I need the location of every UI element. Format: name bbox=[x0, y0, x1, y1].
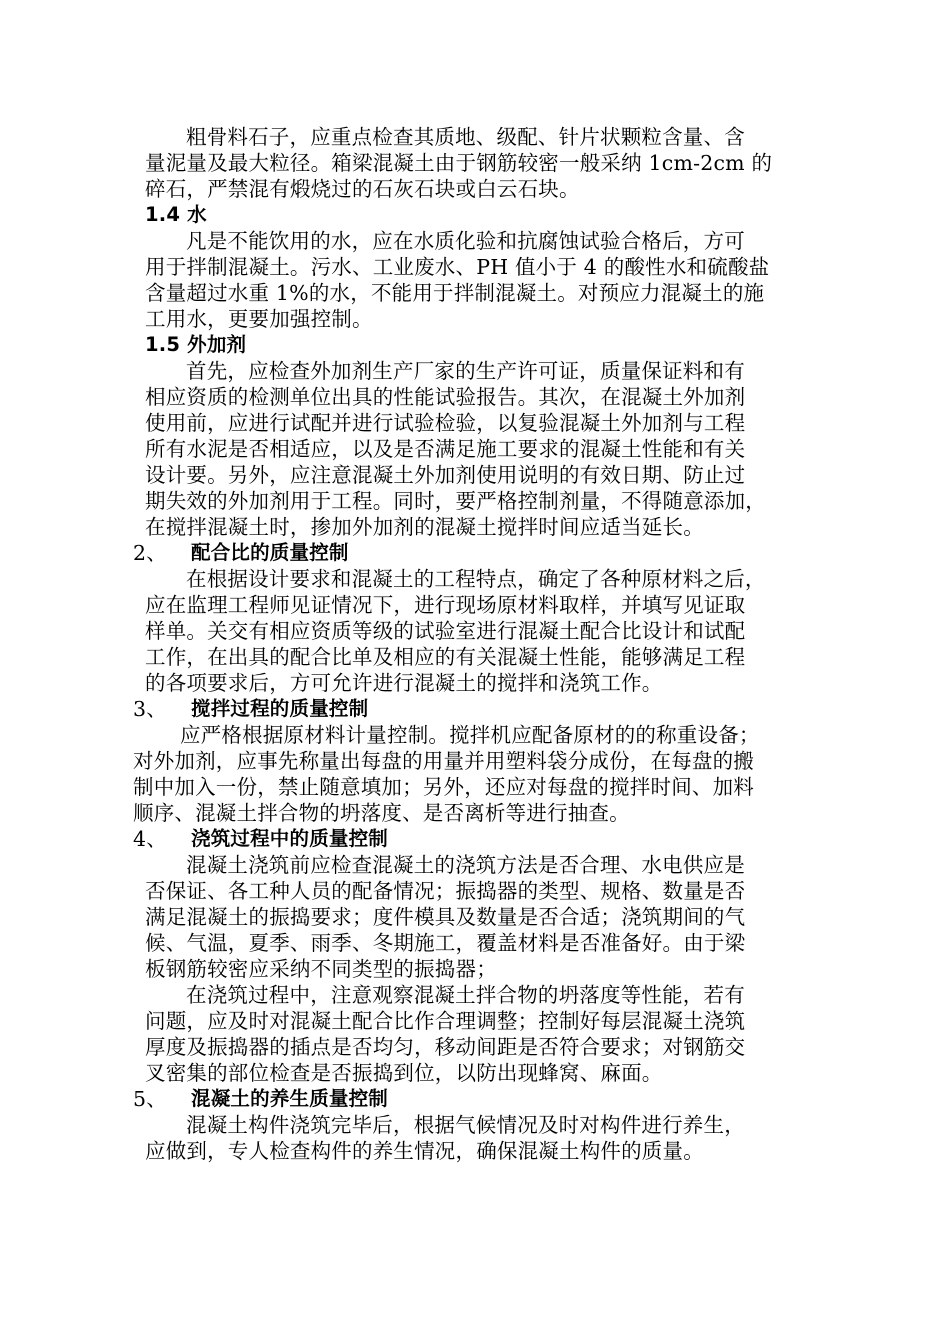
paragraph-line: 应严格根据原材料计量控制。搅拌机应配备原材的的称重设备； bbox=[180, 723, 760, 747]
section-heading-4: 浇筑过程中的质量控制 bbox=[191, 827, 389, 850]
paragraph-line: 设计要。另外，应注意混凝土外加剂使用说明的有效日期、防止过 bbox=[145, 463, 746, 487]
paragraph-line: 混凝土构件浇筑完毕后，根据气候情况及时对构件进行养生， bbox=[186, 1113, 745, 1137]
section-number-5: 5、 bbox=[133, 1087, 167, 1111]
paragraph-line: 含量超过水重 1%的水，不能用于拌制混凝土。对预应力混凝土的施 bbox=[145, 281, 765, 305]
paragraph-line: 候、气温，夏季、雨季、冬期施工，覆盖材料是否准备好。由于梁 bbox=[145, 931, 746, 955]
paragraph-line: 厚度及振捣器的插点是否均匀，移动间距是否符合要求；对钢筋交 bbox=[145, 1035, 746, 1059]
paragraph-line: 用于拌制混凝土。污水、工业废水、PH 值小于 4 的酸性水和硫酸盐 bbox=[145, 255, 770, 279]
paragraph-line: 否保证、各工种人员的配备情况；振捣器的类型、规格、数量是否 bbox=[145, 879, 746, 903]
paragraph-line: 问题，应及时对混凝土配合比作合理调整；控制好每层混凝土浇筑 bbox=[145, 1009, 746, 1033]
paragraph-line: 在浇筑过程中，注意观察混凝土拌合物的坍落度等性能，若有 bbox=[186, 983, 745, 1007]
section-number-2: 2、 bbox=[133, 541, 167, 565]
paragraph-line: 粗骨料石子，应重点检查其质地、级配、针片状颗粒含量、含 bbox=[186, 125, 745, 149]
paragraph-line: 所有水泥是否相适应，以及是否满足施工要求的混凝土性能和有关 bbox=[145, 437, 746, 461]
section-number-3: 3、 bbox=[133, 697, 167, 721]
paragraph-line: 相应资质的检测单位出具的性能试验报告。其次，在混凝土外加剂 bbox=[145, 385, 746, 409]
paragraph-line: 制中加入一份，禁止随意填加；另外，还应对每盘的搅拌时间、加料 bbox=[133, 775, 754, 799]
paragraph-line: 应做到，专人检查构件的养生情况，确保混凝土构件的质量。 bbox=[145, 1139, 704, 1163]
paragraph-line: 应在监理工程师见证情况下，进行现场原材料取样，并填写见证取 bbox=[145, 593, 746, 617]
paragraph-line: 首先，应检查外加剂生产厂家的生产许可证，质量保证料和有 bbox=[186, 359, 745, 383]
paragraph-line: 板钢筋较密应采纳不同类型的振捣器； bbox=[145, 957, 497, 981]
section-heading-1-4: 1.4 水 bbox=[145, 203, 207, 226]
paragraph-line: 的各项要求后，方可允许进行混凝土的搅拌和浇筑工作。 bbox=[145, 671, 663, 695]
paragraph-line: 满足混凝土的振捣要求；度件模具及数量是否合适；浇筑期间的气 bbox=[145, 905, 746, 929]
section-heading-1-5: 1.5 外加剂 bbox=[145, 333, 247, 356]
paragraph-line: 在根据设计要求和混凝土的工程特点，确定了各种原材料之后， bbox=[186, 567, 766, 591]
paragraph-line: 量泥量及最大粒径。箱梁混凝土由于钢筋较密一般采纳 1cm-2cm 的 bbox=[145, 151, 773, 175]
paragraph-line: 凡是不能饮用的水，应在水质化验和抗腐蚀试验合格后，方可 bbox=[186, 229, 745, 253]
paragraph-line: 碎石，严禁混有煅烧过的石灰石块或白云石块。 bbox=[145, 177, 580, 201]
paragraph-line: 期失效的外加剂用于工程。同时，要严格控制剂量，不得随意添加， bbox=[145, 489, 766, 513]
paragraph-line: 工用水，更要加强控制。 bbox=[145, 307, 373, 331]
paragraph-line: 样单。关交有相应资质等级的试验室进行混凝土配合比设计和试配 bbox=[145, 619, 746, 643]
section-heading-3: 搅拌过程的质量控制 bbox=[191, 697, 369, 720]
paragraph-line: 使用前，应进行试配并进行试验检验，以复验混凝土外加剂与工程 bbox=[145, 411, 746, 435]
paragraph-line: 在搅拌混凝土时，掺加外加剂的混凝土搅拌时间应适当延长。 bbox=[145, 515, 704, 539]
section-heading-2: 配合比的质量控制 bbox=[191, 541, 349, 564]
section-heading-5: 混凝土的养生质量控制 bbox=[191, 1087, 389, 1110]
section-number-4: 4、 bbox=[133, 827, 167, 851]
paragraph-line: 工作，在出具的配合比单及相应的有关混凝土性能，能够满足工程 bbox=[145, 645, 746, 669]
paragraph-line: 混凝土浇筑前应检查混凝土的浇筑方法是否合理、水电供应是 bbox=[186, 853, 745, 877]
paragraph-line: 叉密集的部位检查是否振捣到位，以防出现蜂窝、麻面。 bbox=[145, 1061, 663, 1085]
paragraph-line: 顺序、混凝土拌合物的坍落度、是否离析等进行抽查。 bbox=[133, 801, 630, 825]
paragraph-line: 对外加剂，应事先称量出每盘的用量并用塑料袋分成份，在每盘的搬 bbox=[133, 749, 754, 773]
